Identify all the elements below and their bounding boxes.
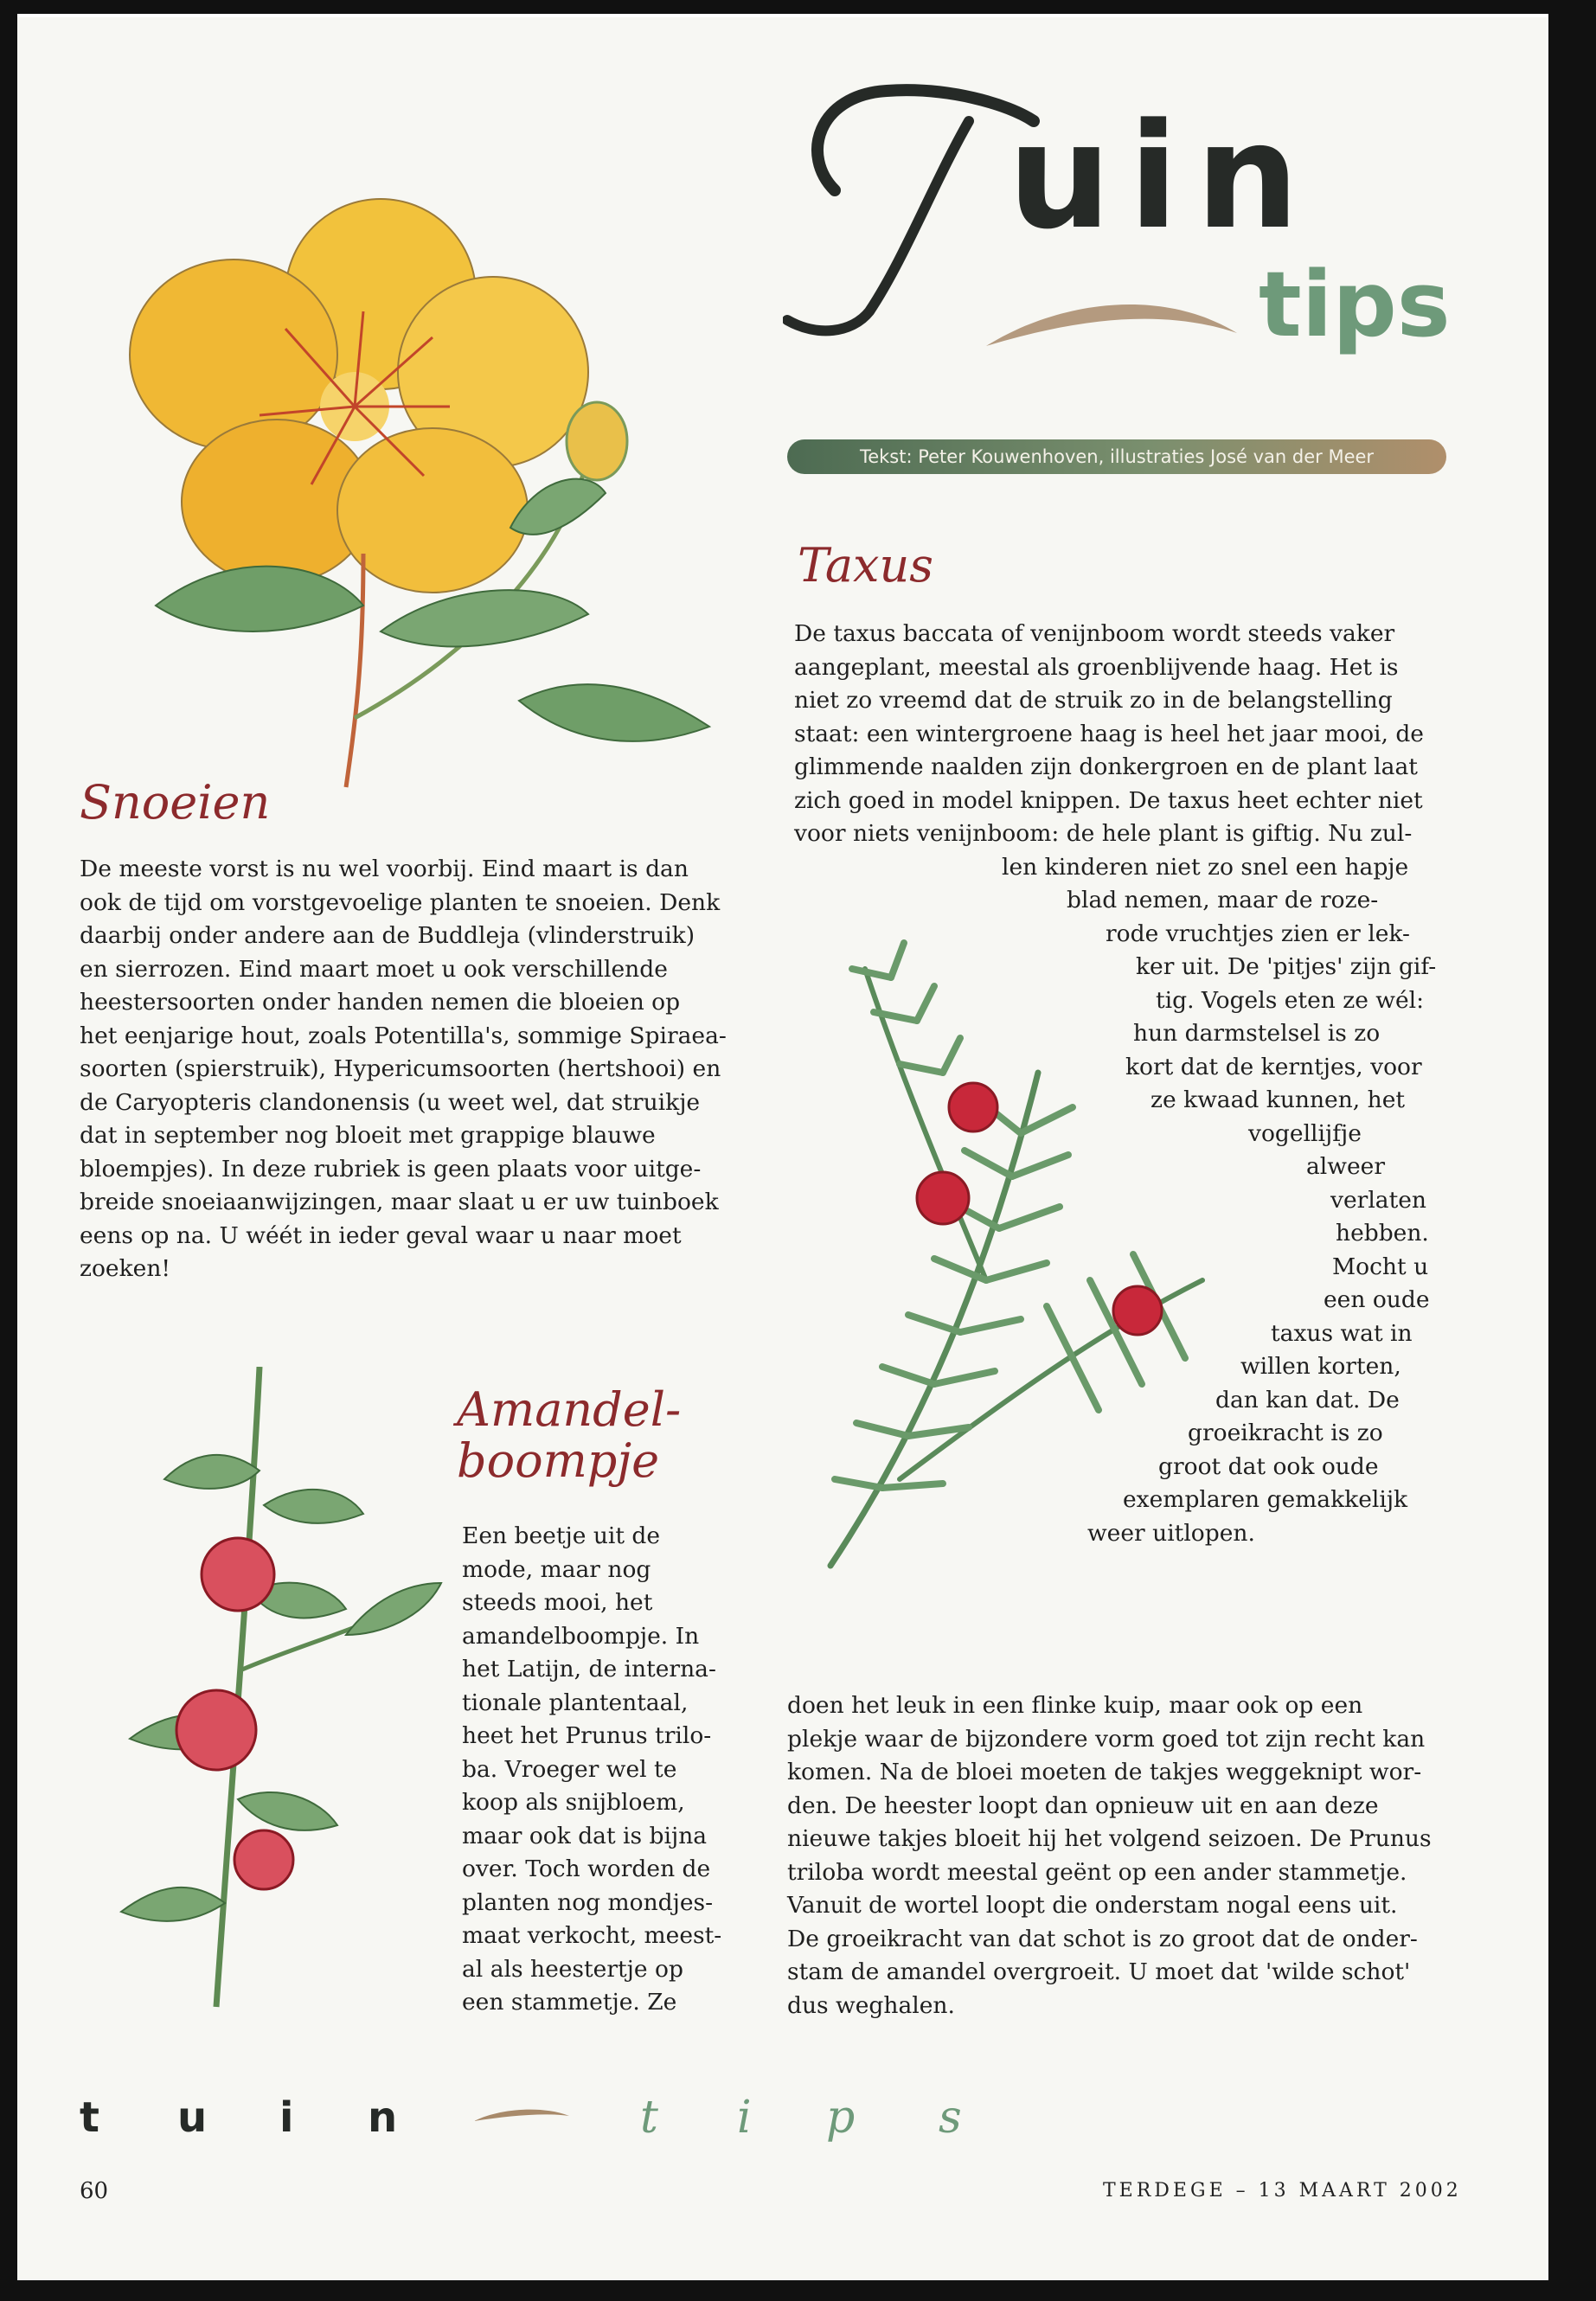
- text-line: taxus wat in: [1271, 1319, 1413, 1347]
- text-line: amandelboompje. In: [462, 1622, 700, 1650]
- text-line: en sierrozen. Eind maart moet u ook verschillende: [80, 955, 668, 983]
- text-line: zich goed in model knippen. De taxus heet echter niet: [794, 786, 1423, 814]
- footer-letter: n: [368, 2093, 398, 2142]
- text-line: ba. Vroeger wel te: [462, 1755, 677, 1783]
- text-line: stam de amandel overgroeit. U moet dat 'wilde schot': [787, 1958, 1411, 1985]
- text-line: dus weghalen.: [787, 1991, 955, 2019]
- text-line: rode vruchtjes zien er lek-: [1106, 920, 1410, 947]
- heading-taxus: Taxus: [798, 538, 933, 593]
- footer-letter: s: [939, 2092, 962, 2144]
- text-line: tionale plantentaal,: [462, 1689, 689, 1716]
- text-line: koop als snijbloem,: [462, 1789, 685, 1816]
- text-line: den. De heester loopt dan opnieuw uit en aan deze: [787, 1791, 1379, 1819]
- text-line: zoeken!: [80, 1255, 171, 1282]
- text-line: alweer: [1306, 1153, 1385, 1180]
- text-line: len kinderen niet zo snel een hapje: [1002, 853, 1409, 881]
- text-line: het Latijn, de interna-: [462, 1656, 716, 1682]
- footer-brush-stroke: [474, 2104, 569, 2128]
- text-line: het eenjarige hout, zoals Potentilla's, sommige Spiraea-: [80, 1022, 727, 1049]
- heading-snoeien: Snoeien: [80, 775, 271, 830]
- amandel-text-left: [462, 1520, 756, 2020]
- text-line: groeikracht is zo: [1188, 1420, 1383, 1446]
- text-line: blad nemen, maar de roze-: [1067, 887, 1379, 913]
- text-line: mode, maar nog: [462, 1555, 651, 1583]
- text-line: doen het leuk in een flinke kuip, maar ook op een: [787, 1692, 1363, 1719]
- text-line: al als heestertje op: [462, 1955, 683, 1983]
- scan-border-right: [1548, 0, 1596, 2301]
- text-line: nieuwe takjes bloeit hij het volgend seizoen. De Prunus: [787, 1825, 1432, 1852]
- text-line: ook de tijd om vorstgevoelige planten te snoeien. Denk: [80, 888, 721, 916]
- text-line: maar ook dat is bijna: [462, 1822, 708, 1849]
- almond-tree-branch-illustration: [95, 1367, 450, 2024]
- footer-letter: i: [737, 2092, 752, 2144]
- scan-border-top: [0, 0, 1596, 14]
- text-line: heet het Prunus trilo-: [462, 1722, 712, 1749]
- text-line: exemplaren gemakkelijk: [1123, 1486, 1408, 1513]
- scan-border-left: [0, 0, 17, 2301]
- heading-line: boompje: [457, 1433, 660, 1489]
- brush-stroke-decoration: [986, 285, 1237, 363]
- publication-date: TERDEGE – 13 MAART 2002: [1103, 2180, 1462, 2202]
- footer-letter: u: [177, 2093, 208, 2142]
- text-line: plekje waar de bijzondere vorm goed tot zijn recht kan: [787, 1725, 1426, 1753]
- text-line: komen. Na de bloei moeten de takjes weggeknipt wor-: [787, 1759, 1422, 1785]
- footer-letter: p: [826, 2092, 856, 2144]
- hypericum-flower-illustration: [104, 182, 735, 804]
- text-line: heestersoorten onder handen nemen die bloeien op: [80, 989, 681, 1016]
- text-line: over. Toch worden de: [462, 1856, 711, 1882]
- text-line: hun darmstelsel is zo: [1133, 1020, 1381, 1047]
- heading-line: Amandel-: [457, 1382, 682, 1437]
- text-line: De meeste vorst is nu wel voorbij. Eind maart is dan: [80, 856, 689, 882]
- text-line: ze kwaad kunnen, het: [1151, 1086, 1406, 1113]
- text-line: maat verkocht, meest-: [462, 1922, 722, 1949]
- text-line: Vanuit de wortel loopt die onderstam nogal eens uit.: [787, 1892, 1398, 1919]
- text-line: vogellijfje: [1248, 1119, 1362, 1147]
- text-line: verlaten: [1330, 1186, 1426, 1214]
- text-line: een oude: [1324, 1286, 1430, 1313]
- page-number: 60: [80, 2178, 109, 2204]
- text-line: breide snoeiaanwijzingen, maar slaat u er uw tuinboek: [80, 1189, 719, 1215]
- text-line: aangeplant, meestal als groenblijvende haag. Het is: [794, 653, 1399, 681]
- text-line: hebben.: [1336, 1220, 1429, 1247]
- title-word: uin: [1008, 92, 1317, 261]
- text-line: soorten (spierstruik), Hypericumsoorten (hertshooi) en: [80, 1055, 721, 1082]
- text-line: tig. Vogels eten ze wél:: [1156, 986, 1425, 1014]
- text-line: de Caryopteris clandonensis (u weet wel, dat struikje: [80, 1088, 701, 1116]
- text-line: dat in september nog bloeit met grappige blauwe: [80, 1122, 656, 1149]
- text-line: weer uitlopen.: [1087, 1519, 1255, 1547]
- text-line: dan kan dat. De: [1215, 1386, 1400, 1413]
- credits-banner: Tekst: Peter Kouwenhoven, illustraties José van der Meer: [787, 439, 1446, 474]
- text-line: groot dat ook oude: [1158, 1452, 1379, 1480]
- text-line: Mocht u: [1332, 1253, 1429, 1280]
- text-line: glimmende naalden zijn donkergroen en de plant laat: [794, 753, 1418, 780]
- text-line: bloempjes). In deze rubriek is geen plaats voor uitge-: [80, 1155, 702, 1183]
- footer-letter: t: [640, 2092, 658, 2144]
- amandel-text-right: [787, 1689, 1445, 2022]
- title-subtitle: tips: [1259, 252, 1451, 357]
- text-line: voor niets venijnboom: de hele plant is giftig. Nu zul-: [794, 820, 1413, 847]
- text-line: planten nog mondjes-: [462, 1888, 714, 1916]
- heading-amandelboompje: [457, 1384, 681, 1487]
- text-line: eens op na. U wéét in ieder geval waar u naar moet: [80, 1221, 682, 1249]
- text-line: een stammetje. Ze: [462, 1989, 677, 2016]
- snoeien-text: [80, 853, 754, 1286]
- text-line: staat: een wintergroene haag is heel het jaar mooi, de: [794, 720, 1424, 747]
- text-line: De taxus baccata of venijnboom wordt steeds vaker: [794, 620, 1395, 647]
- text-line: ker uit. De 'pitjes' zijn gif-: [1136, 953, 1437, 980]
- text-line: steeds mooi, het: [462, 1589, 653, 1616]
- text-line: Een beetje uit de: [462, 1522, 661, 1549]
- scan-border-bottom: [0, 2280, 1596, 2301]
- text-line: triloba wordt meestal geënt op een ander stammetje.: [787, 1858, 1407, 1886]
- text-line: willen korten,: [1240, 1353, 1401, 1380]
- text-line: daarbij onder andere aan de Buddleja (vlinderstruik): [80, 922, 695, 949]
- text-line: niet zo vreemd dat de struik zo in de belangstelling: [794, 687, 1393, 714]
- footer-letter: t: [80, 2093, 99, 2142]
- footer-letter: i: [279, 2093, 294, 2142]
- text-line: kort dat de kerntjes, voor: [1125, 1053, 1422, 1080]
- text-line: De groeikracht van dat schot is zo groot dat de onder-: [787, 1925, 1418, 1952]
- taxus-branch-illustration: [813, 917, 1254, 1592]
